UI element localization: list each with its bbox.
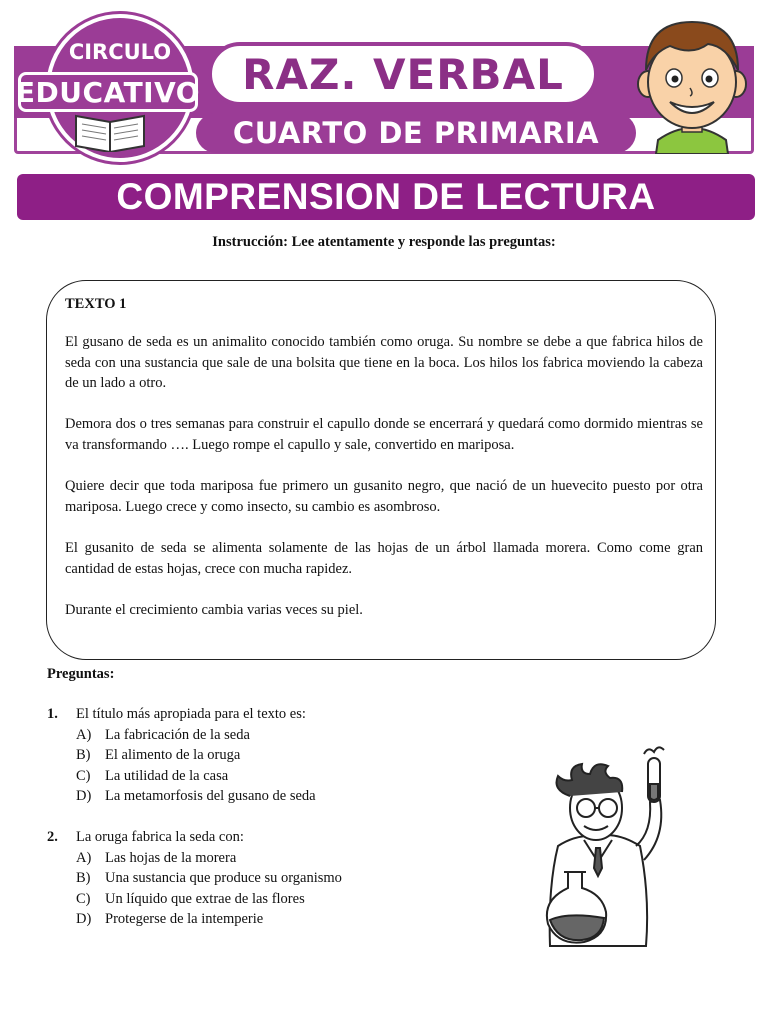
questions-section xyxy=(47,666,527,950)
header-banner xyxy=(0,0,768,160)
option-text: Una sustancia que produce su organismo xyxy=(105,870,342,887)
subject-pill xyxy=(208,42,598,106)
question-2 xyxy=(47,827,527,930)
paragraph: Quiere decir que toda mariposa fue primero un gusanito negro, que nació de un huevecito puesto por otra mariposa. Luego crece y como insecto, su cambio es asombroso. xyxy=(65,478,703,515)
option-letter: B) xyxy=(76,747,91,764)
paragraph: El gusano de seda es un animalito conocido también como oruga. Su nombre se debe a que fabrica hilos de seda con una sustancia que sale de una bolsita que tiene en la boca. Los hilos los fabrica moviendo la cabeza de un lado a otro. xyxy=(65,334,703,392)
question-number: 1. xyxy=(47,706,58,722)
open-book-icon xyxy=(72,108,148,152)
question-1 xyxy=(47,704,527,807)
option-text: La fabricación de la seda xyxy=(105,726,250,743)
option-letter: C) xyxy=(76,890,91,907)
cartoon-boy-icon xyxy=(630,12,754,154)
paragraph: Demora dos o tres semanas para construir el capullo donde se encerrará y quedará como dormido mientras se va transformando …. Luego rompe el capullo y sale, convertido en mariposa. xyxy=(65,416,703,453)
option-letter: B) xyxy=(76,870,91,887)
question-text: La oruga fabrica la seda con: xyxy=(76,828,244,845)
page-title-bar xyxy=(17,174,755,220)
subject-title: RAZ. VERBAL xyxy=(242,49,564,99)
scientist-with-flasks-icon xyxy=(528,736,678,956)
answer-option[interactable] xyxy=(47,725,527,746)
option-text: Un líquido que extrae de las flores xyxy=(105,890,305,907)
option-letter: D) xyxy=(76,788,92,805)
option-letter: A) xyxy=(76,726,92,743)
option-text: Las hojas de la morera xyxy=(105,849,237,866)
logo-ribbon xyxy=(15,72,201,112)
paragraph: Durante el crecimiento cambia varias veces su piel. xyxy=(65,601,363,618)
answer-option[interactable] xyxy=(47,868,527,889)
paragraph: El gusanito de seda se alimenta solamente de las hojas de un árbol llamada morera. Como come gran cantidad de estas hojas, crece con mucha rapidez. xyxy=(65,539,703,577)
grade-pill xyxy=(196,113,636,153)
answer-option[interactable] xyxy=(47,889,527,910)
option-text: La utilidad de la casa xyxy=(105,767,229,784)
option-text: La metamorfosis del gusano de seda xyxy=(105,788,316,805)
answer-option[interactable] xyxy=(47,909,527,930)
answer-option[interactable] xyxy=(47,745,527,766)
logo-main-text: EDUCATIVO xyxy=(15,75,201,109)
reading-text-box xyxy=(46,280,716,660)
text-label: TEXTO 1 xyxy=(65,296,127,312)
answer-option[interactable] xyxy=(47,848,527,869)
option-letter: A) xyxy=(76,849,92,866)
option-letter: C) xyxy=(76,767,91,784)
question-number: 2. xyxy=(47,828,58,845)
option-letter: D) xyxy=(76,911,92,928)
page-title: COMPRENSION DE LECTURA xyxy=(116,176,656,217)
question-text: El título más apropiada para el texto es: xyxy=(76,706,306,722)
grade-title: CUARTO DE PRIMARIA xyxy=(232,116,600,150)
answer-option[interactable] xyxy=(47,766,527,787)
questions-heading: Preguntas: xyxy=(47,666,115,682)
logo-top-text: CIRCULO xyxy=(68,40,172,64)
option-text: Protegerse de la intemperie xyxy=(105,911,264,928)
option-text: El alimento de la oruga xyxy=(105,747,241,764)
question-stem xyxy=(47,827,527,848)
question-stem xyxy=(47,704,527,725)
instruction-text: Instrucción: Lee atentamente y responde las preguntas: xyxy=(212,234,556,250)
answer-option[interactable] xyxy=(47,786,527,807)
